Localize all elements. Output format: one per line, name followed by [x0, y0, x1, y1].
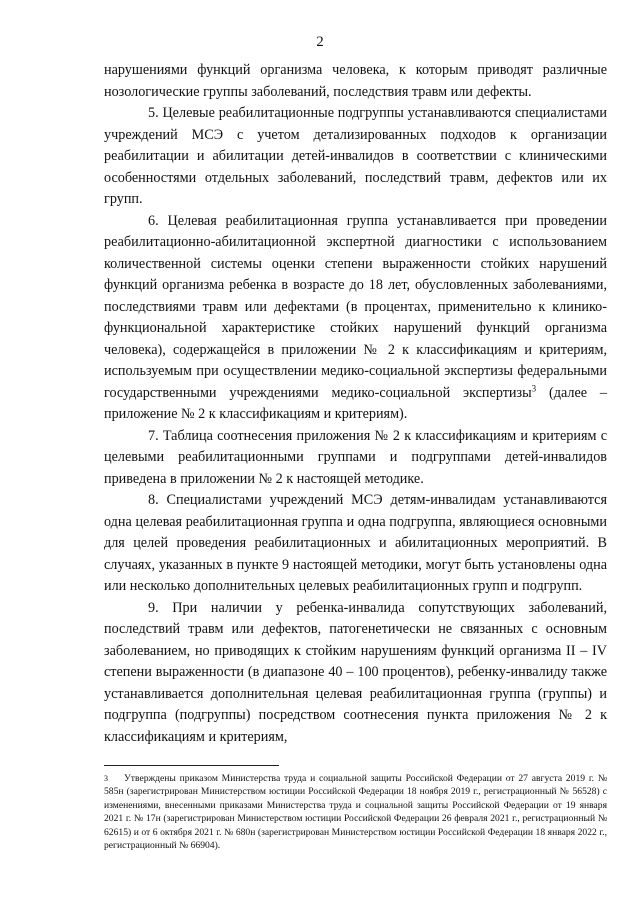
paragraph-9: 9. При наличии у ребенка-инвалида сопутствующих заболеваний, последствий травм или дефектов, патогенетически не связанных с основным заболеванием, но приводящих к стойким нарушениям функций организма II – IV степени выраженности (в диапазоне 40 – 100 процентов), ребенку-инвалиду также устанавливается дополнительная целевая реабилитационная группа (группы) и подгруппа (подгруппы) посредством соотнесения пункта приложения № 2 к классификациям и критериям,: [104, 599, 607, 745]
paragraph-5: 5. Целевые реабилитационные подгруппы устанавливаются специалистами учреждений МСЭ с учетом детализированных подходов к организации реабилитации и абилитации детей-инвалидов в соответствии с клиническими особенностями отдельных заболеваний, последствий травм, дефектов или их групп.: [104, 105, 607, 207]
paragraph-6: [104, 211, 607, 426]
paragraph-6-tail: (далее – приложение № 2 к классификациям и критериям).: [104, 384, 607, 422]
footnote: [104, 772, 607, 852]
footnote-divider: [104, 765, 279, 766]
paragraph-8: 8. Специалистами учреждений МСЭ детям-инвалидам устанавливаются одна целевая реабилитационная группа и одна подгруппа, являющиеся основными для целей проведения реабилитационных и абилитационных мероприятий. В случаях, указанных в пункте 9 настоящей методики, могут быть установлены одна или несколько дополнительных целевых реабилитационных групп и подгрупп.: [104, 492, 607, 594]
document-body: [104, 60, 607, 748]
paragraph-7: 7. Таблица соотнесения приложения № 2 к классификациям и критериям с целевыми реабилитационными группами и подгруппами детей-инвалидов приведена в приложении № 2 к настоящей методике.: [104, 427, 607, 487]
footnote-reference: 3: [531, 382, 537, 393]
footnote-marker: 3: [104, 774, 108, 783]
footnote-text: Утверждены приказом Министерства труда и социальной защиты Российской Федерации от 27 августа 2019 г. № 585н (зарегистрирован Министерством юстиции Российской Федерации 18 ноября 2019 г., регистрационный № 56528) с изменениями, внесенными приказами Министерства труда и социальной защиты Российской Федерации от 19 января 2021 г. № 17н (зарегистрирован Министерством юстиции Российской Федерации 26 февраля 2021 г., регистрационный № 62615) и от 6 октября 2021 г. № 680н (зарегистрирован Министерством юстиции Российской Федерации 18 января 2022 г., регистрационный № 66904).: [104, 773, 607, 852]
paragraph-continuation: нарушениями функций организма человека, к которым приводят различные нозологические группы заболеваний, последствия травм или дефекты.: [104, 62, 607, 100]
page-number: 2: [316, 34, 324, 50]
paragraph-6-text: 6. Целевая реабилитационная группа устанавливается при проведении реабилитационно-абилитационной экспертной диагностики с использованием количественной системы оценки степени выраженности стойких нарушений функций организма ребенка в возрасте до 18 лет, обусловленных заболеваниями, последствиями травм или дефектами (в процентах, применительно к клинико-функциональной характеристике стойких нарушений функций организма человека), содержащейся в приложении № 2 к классификациям и критериям, используемым при осуществлении медико-социальной экспертизы федеральными государственными учреждениями медико-социальной экспертизы: [104, 212, 607, 401]
